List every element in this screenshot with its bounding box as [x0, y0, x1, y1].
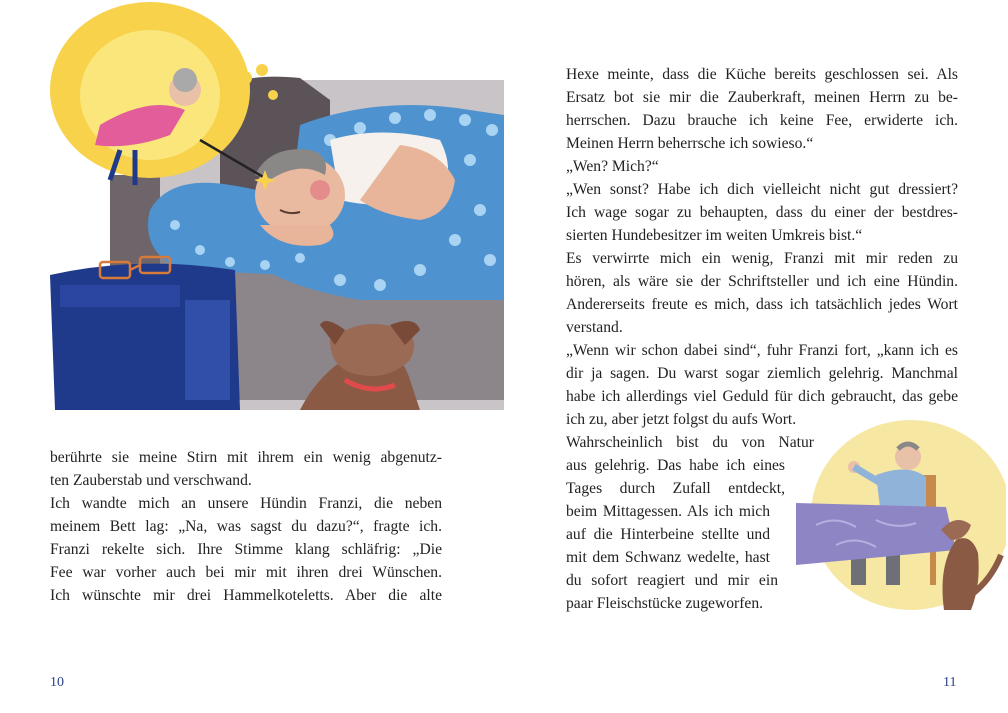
body-line: Fee war vorher auch bei mir mit ihren drei Wünschen. [50, 564, 442, 581]
page-number: 11 [943, 675, 957, 690]
body-line: berührte sie meine Stirn mit ihrem ein wenig abgenutz- [50, 449, 442, 466]
body-line: paar Fleischstücke zugeworfen. [566, 595, 764, 612]
body-line: „Wenn wir schon dabei sind“, fuhr Franzi fort, „kann ich es [566, 342, 958, 359]
bedroom-illustration [0, 0, 504, 420]
right-page [504, 0, 1008, 713]
body-line: Ich wandte mich an unsere Hündin Franzi, die neben [50, 495, 442, 512]
body-line: Franzi rekelte sich. Ihre Stimme klang schläfrig: „Die [50, 541, 442, 558]
body-line: Ich wünschte mir drei Hammelkoteletts. Aber die alte [50, 587, 442, 604]
body-line: auf die Hinterbeine stellte und [566, 526, 770, 543]
body-line: beim Mittagessen. Als ich mich [566, 503, 770, 520]
body-line: Ich wage sogar zu behaupten, dass du einer der bestdres- [566, 204, 958, 221]
body-line: Wahrscheinlich bist du von Natur [566, 434, 814, 451]
body-line: meinem Bett lag: „Na, was sagst du dazu?“, fragte ich. [50, 518, 442, 535]
body-line: habe ich allerdings viel Geduld für dich gebraucht, das gebe [566, 388, 958, 405]
body-line: Andererseits freute es mich, dass ich tatsächlich jedes Wort [566, 296, 958, 313]
body-line: „Wen? Mich?“ [566, 158, 659, 175]
body-line: mit dem Schwanz wedelte, hast [566, 549, 770, 566]
body-line: hören, als wäre sie der Schriftsteller und ich eine Hündin. [566, 273, 958, 290]
body-line: sierten Hundebesitzer im weiten Umkreis bist.“ [566, 227, 863, 244]
body-line: du sofort reagiert und mir ein [566, 572, 778, 589]
body-line: aus gelehrig. Das habe ich eines [566, 457, 785, 474]
body-line: Hexe meinte, dass die Küche bereits geschlossen sei. Als [566, 66, 958, 83]
body-line: Ersatz bot sie mir die Zauberkraft, meinen Herrn zu be- [566, 89, 958, 106]
page-number: 10 [50, 675, 64, 690]
body-line: dir ja sagen. Du warst sogar ziemlich gelehrig. Manchmal [566, 365, 958, 382]
dinner-table-illustration [796, 415, 1006, 615]
body-line: Meinen Herrn beherrsche ich sowieso.“ [566, 135, 814, 152]
body-line: ich zu, aber jetzt folgst du aufs Wort. [566, 411, 797, 428]
body-line: verstand. [566, 319, 623, 336]
body-line: herrschen. Dazu brauche ich keine Fee, erwiderte ich. [566, 112, 958, 129]
body-line: Es verwirrte mich ein wenig, Franzi mit mir reden zu [566, 250, 958, 267]
body-line: ten Zauberstab und verschwand. [50, 472, 252, 489]
body-line: Tages durch Zufall entdeckt, [566, 480, 785, 497]
body-line: „Wen sonst? Habe ich dich vielleicht nicht gut dressiert? [566, 181, 958, 198]
